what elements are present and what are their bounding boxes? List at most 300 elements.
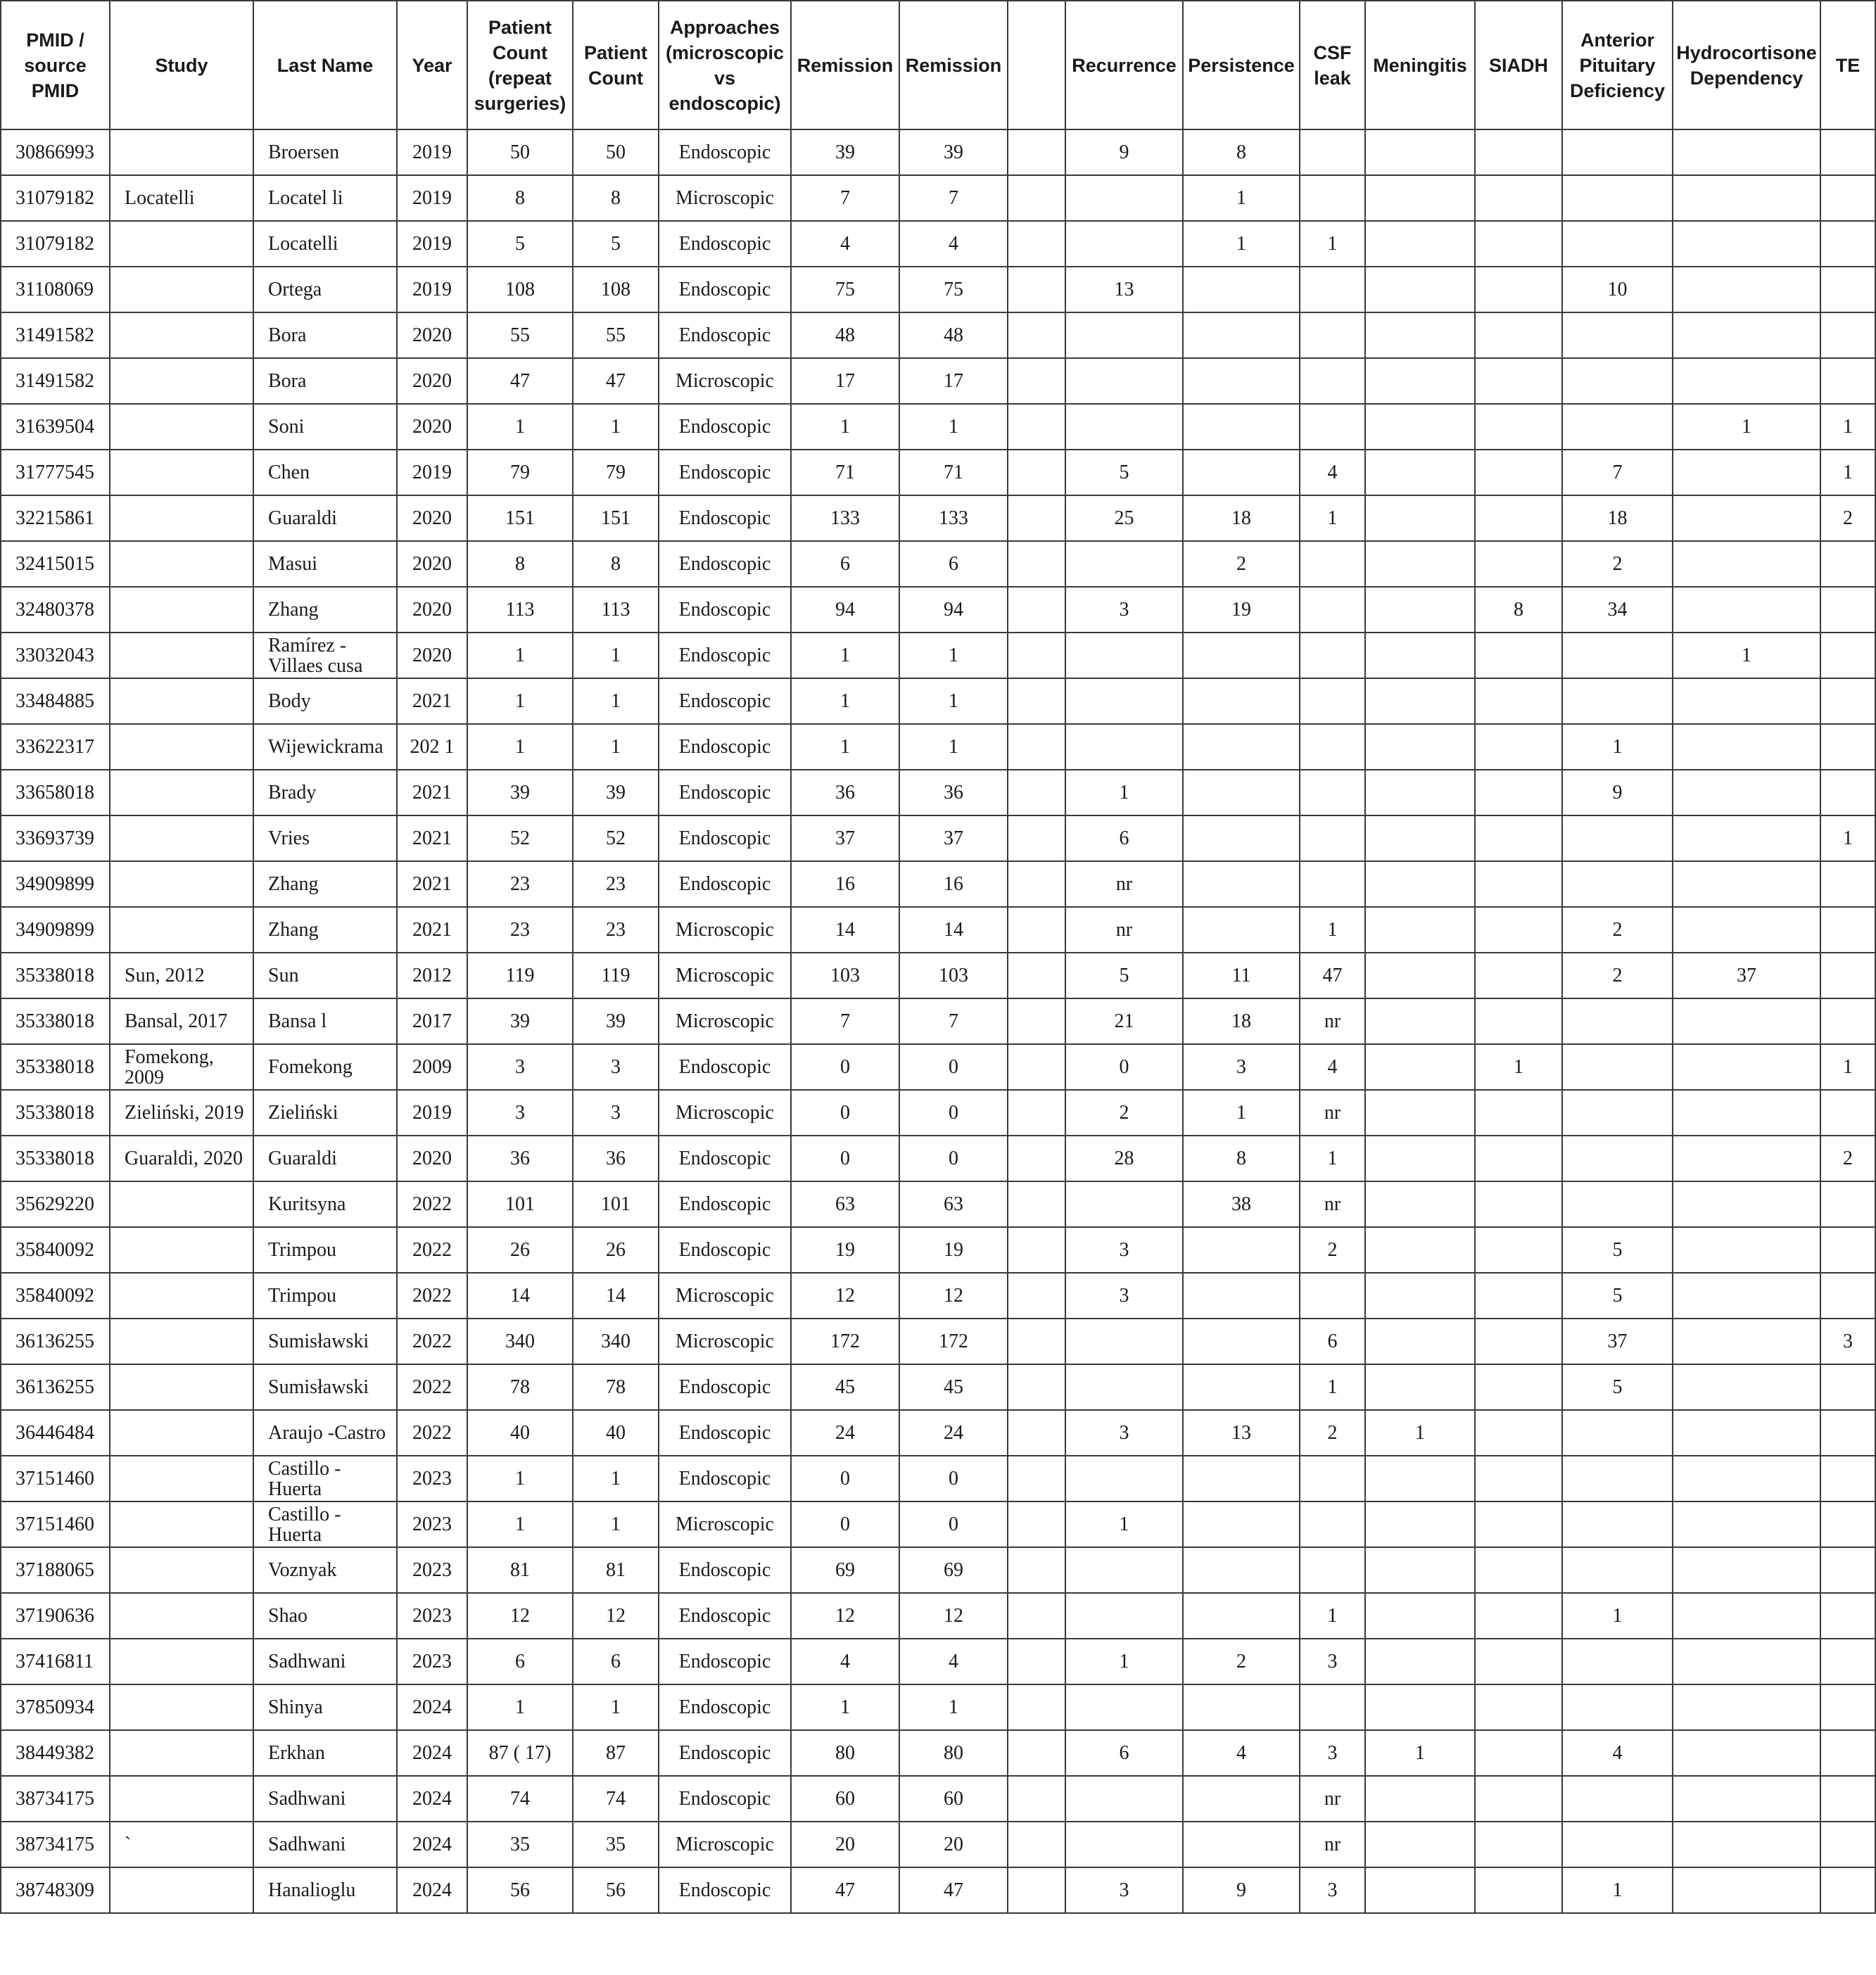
last-name-cell: Trimpou: [253, 1273, 397, 1319]
meningitis-cell: [1365, 1593, 1475, 1639]
hydrocortisone-dependency-cell: 1: [1673, 404, 1820, 450]
hydrocortisone-dependency-cell: [1673, 1227, 1820, 1273]
persistence-cell: [1183, 907, 1300, 953]
last-name-cell: Guaraldi: [253, 495, 397, 541]
last-name-cell: Ramírez - Villaes cusa: [253, 633, 397, 678]
recurrence-cell: 5: [1065, 450, 1183, 495]
csf-leak-cell: [1300, 770, 1365, 815]
approach-cell: Endoscopic: [659, 815, 791, 861]
study-cell: [110, 1273, 253, 1319]
te-cell: 1: [1820, 815, 1875, 861]
patient-count-repeat-cell: 12: [467, 1593, 573, 1639]
persistence-cell: [1183, 770, 1300, 815]
patient-count-repeat-cell: 74: [467, 1776, 573, 1822]
te-cell: 1: [1820, 1044, 1875, 1090]
te-cell: [1820, 587, 1875, 633]
hydrocortisone-dependency-cell: [1673, 1501, 1820, 1547]
patient-count-repeat-cell: 101: [467, 1181, 573, 1227]
table-row: [1, 1090, 1875, 1136]
study-cell: [110, 678, 253, 724]
recurrence-cell: [1065, 1364, 1183, 1410]
patient-count-cell: 23: [573, 907, 659, 953]
recurrence-cell: 9: [1065, 129, 1183, 175]
persistence-cell: [1183, 404, 1300, 450]
te-cell: [1820, 1730, 1875, 1776]
blank-cell: [1008, 1547, 1065, 1593]
csf-leak-cell: [1300, 129, 1365, 175]
table-body: [1, 129, 1875, 1913]
approach-cell: Microscopic: [659, 953, 791, 998]
csf-leak-cell: [1300, 815, 1365, 861]
last-name-cell: Sumisławski: [253, 1319, 397, 1364]
patient-count-cell: 39: [573, 998, 659, 1044]
remission-cell: 60: [791, 1776, 899, 1822]
persistence-cell: [1183, 1273, 1300, 1319]
anterior-pituitary-deficiency-cell: [1562, 312, 1673, 358]
persistence-cell: [1183, 815, 1300, 861]
persistence-cell: [1183, 1364, 1300, 1410]
approach-cell: Microscopic: [659, 1319, 791, 1364]
patient-count-cell: 3: [573, 1044, 659, 1090]
patient-count-repeat-cell: 8: [467, 541, 573, 587]
year-cell: 2024: [397, 1684, 467, 1730]
year-cell: 2020: [397, 312, 467, 358]
pmid-cell: 34909899: [1, 861, 110, 907]
meningitis-cell: [1365, 312, 1475, 358]
blank-cell: [1008, 1730, 1065, 1776]
hydrocortisone-dependency-cell: [1673, 1867, 1820, 1913]
anterior-pituitary-deficiency-cell: [1562, 404, 1673, 450]
meningitis-cell: [1365, 1867, 1475, 1913]
csf-leak-cell: [1300, 1684, 1365, 1730]
pmid-cell: 37151460: [1, 1456, 110, 1501]
header-patient-count-repeat: Patient Count (repeat surgeries): [467, 1, 573, 129]
blank-cell: [1008, 1684, 1065, 1730]
siadh-cell: [1475, 1227, 1562, 1273]
pmid-cell: 33658018: [1, 770, 110, 815]
persistence-cell: [1183, 1684, 1300, 1730]
persistence-cell: [1183, 633, 1300, 678]
remission-cell: 0: [899, 1501, 1008, 1547]
approach-cell: Endoscopic: [659, 450, 791, 495]
anterior-pituitary-deficiency-cell: [1562, 678, 1673, 724]
hydrocortisone-dependency-cell: [1673, 1136, 1820, 1181]
hydrocortisone-dependency-cell: [1673, 1364, 1820, 1410]
last-name-cell: Sumisławski: [253, 1364, 397, 1410]
approach-cell: Microscopic: [659, 1501, 791, 1547]
siadh-cell: [1475, 1364, 1562, 1410]
last-name-cell: Zhang: [253, 861, 397, 907]
recurrence-cell: [1065, 633, 1183, 678]
blank-cell: [1008, 1593, 1065, 1639]
last-name-cell: Wijewickrama: [253, 724, 397, 770]
anterior-pituitary-deficiency-cell: 5: [1562, 1364, 1673, 1410]
hydrocortisone-dependency-cell: [1673, 1181, 1820, 1227]
hydrocortisone-dependency-cell: [1673, 678, 1820, 724]
meningitis-cell: [1365, 129, 1475, 175]
te-cell: [1820, 1364, 1875, 1410]
recurrence-cell: [1065, 1319, 1183, 1364]
remission-cell: 103: [899, 953, 1008, 998]
te-cell: [1820, 312, 1875, 358]
header-blank: [1008, 1, 1065, 129]
hydrocortisone-dependency-cell: [1673, 1044, 1820, 1090]
patient-count-repeat-cell: 78: [467, 1364, 573, 1410]
csf-leak-cell: 3: [1300, 1730, 1365, 1776]
patient-count-cell: 26: [573, 1227, 659, 1273]
te-cell: [1820, 633, 1875, 678]
anterior-pituitary-deficiency-cell: [1562, 1639, 1673, 1684]
study-cell: [110, 724, 253, 770]
persistence-cell: [1183, 678, 1300, 724]
year-cell: 2019: [397, 221, 467, 267]
hydrocortisone-dependency-cell: [1673, 541, 1820, 587]
blank-cell: [1008, 1319, 1065, 1364]
meningitis-cell: [1365, 358, 1475, 404]
header-approaches: Approaches (microscopic vs endoscopic): [659, 1, 791, 129]
anterior-pituitary-deficiency-cell: 9: [1562, 770, 1673, 815]
patient-count-cell: 23: [573, 861, 659, 907]
anterior-pituitary-deficiency-cell: 18: [1562, 495, 1673, 541]
persistence-cell: [1183, 450, 1300, 495]
remission-cell: 6: [899, 541, 1008, 587]
remission-cell: 47: [899, 1867, 1008, 1913]
blank-cell: [1008, 358, 1065, 404]
hydrocortisone-dependency-cell: [1673, 1319, 1820, 1364]
remission-cell: 6: [791, 541, 899, 587]
persistence-cell: [1183, 724, 1300, 770]
patient-count-repeat-cell: 39: [467, 770, 573, 815]
year-cell: 2020: [397, 587, 467, 633]
year-cell: 2023: [397, 1547, 467, 1593]
blank-cell: [1008, 1822, 1065, 1867]
study-cell: Guaraldi, 2020: [110, 1136, 253, 1181]
siadh-cell: 8: [1475, 587, 1562, 633]
table-row: [1, 1227, 1875, 1273]
patient-count-cell: 8: [573, 541, 659, 587]
meningitis-cell: [1365, 1456, 1475, 1501]
patient-count-cell: 74: [573, 1776, 659, 1822]
patient-count-cell: 56: [573, 1867, 659, 1913]
meningitis-cell: [1365, 1822, 1475, 1867]
remission-cell: 0: [791, 1090, 899, 1136]
siadh-cell: [1475, 1273, 1562, 1319]
csf-leak-cell: [1300, 587, 1365, 633]
study-cell: Locatelli: [110, 175, 253, 221]
meningitis-cell: [1365, 587, 1475, 633]
hydrocortisone-dependency-cell: [1673, 450, 1820, 495]
patient-count-repeat-cell: 5: [467, 221, 573, 267]
recurrence-cell: [1065, 541, 1183, 587]
anterior-pituitary-deficiency-cell: [1562, 815, 1673, 861]
anterior-pituitary-deficiency-cell: [1562, 861, 1673, 907]
remission-cell: 12: [899, 1273, 1008, 1319]
pmid-cell: 35338018: [1, 953, 110, 998]
pmid-cell: 32415015: [1, 541, 110, 587]
anterior-pituitary-deficiency-cell: [1562, 633, 1673, 678]
patient-count-cell: 1: [573, 1501, 659, 1547]
remission-cell: 0: [791, 1044, 899, 1090]
remission-cell: 47: [791, 1867, 899, 1913]
siadh-cell: [1475, 1822, 1562, 1867]
te-cell: [1820, 1593, 1875, 1639]
anterior-pituitary-deficiency-cell: 5: [1562, 1273, 1673, 1319]
recurrence-cell: [1065, 404, 1183, 450]
table-row: [1, 404, 1875, 450]
meningitis-cell: [1365, 450, 1475, 495]
remission-cell: 24: [791, 1410, 899, 1456]
table-row: [1, 1273, 1875, 1319]
remission-cell: 71: [899, 450, 1008, 495]
table-row: [1, 770, 1875, 815]
csf-leak-cell: [1300, 1501, 1365, 1547]
table-row: [1, 541, 1875, 587]
year-cell: 2021: [397, 678, 467, 724]
remission-cell: 0: [791, 1456, 899, 1501]
table-row: [1, 1730, 1875, 1776]
remission-cell: 20: [791, 1822, 899, 1867]
remission-cell: 17: [791, 358, 899, 404]
remission-cell: 19: [791, 1227, 899, 1273]
remission-cell: 4: [791, 1639, 899, 1684]
hydrocortisone-dependency-cell: [1673, 1776, 1820, 1822]
study-cell: [110, 221, 253, 267]
approach-cell: Endoscopic: [659, 312, 791, 358]
approach-cell: Endoscopic: [659, 541, 791, 587]
hydrocortisone-dependency-cell: [1673, 770, 1820, 815]
study-cell: [110, 1227, 253, 1273]
hydrocortisone-dependency-cell: [1673, 1639, 1820, 1684]
meningitis-cell: [1365, 1181, 1475, 1227]
study-cell: [110, 450, 253, 495]
patient-count-cell: 35: [573, 1822, 659, 1867]
hydrocortisone-dependency-cell: [1673, 998, 1820, 1044]
te-cell: [1820, 1867, 1875, 1913]
remission-cell: 1: [791, 404, 899, 450]
siadh-cell: [1475, 1547, 1562, 1593]
patient-count-cell: 36: [573, 1136, 659, 1181]
year-cell: 2019: [397, 450, 467, 495]
anterior-pituitary-deficiency-cell: 2: [1562, 953, 1673, 998]
table-row: [1, 358, 1875, 404]
patient-count-cell: 78: [573, 1364, 659, 1410]
approach-cell: Endoscopic: [659, 724, 791, 770]
pmid-cell: 35338018: [1, 1136, 110, 1181]
patient-count-repeat-cell: 26: [467, 1227, 573, 1273]
patient-count-cell: 151: [573, 495, 659, 541]
approach-cell: Endoscopic: [659, 1364, 791, 1410]
csf-leak-cell: [1300, 724, 1365, 770]
recurrence-cell: [1065, 358, 1183, 404]
header-persistence: Persistence: [1183, 1, 1300, 129]
remission-cell: 7: [899, 175, 1008, 221]
blank-cell: [1008, 770, 1065, 815]
recurrence-cell: 21: [1065, 998, 1183, 1044]
remission-cell: 75: [899, 267, 1008, 312]
patient-count-repeat-cell: 3: [467, 1044, 573, 1090]
last-name-cell: Brady: [253, 770, 397, 815]
meningitis-cell: 1: [1365, 1410, 1475, 1456]
hydrocortisone-dependency-cell: [1673, 907, 1820, 953]
siadh-cell: [1475, 1867, 1562, 1913]
blank-cell: [1008, 1181, 1065, 1227]
patient-count-cell: 8: [573, 175, 659, 221]
anterior-pituitary-deficiency-cell: 34: [1562, 587, 1673, 633]
study-cell: [110, 861, 253, 907]
csf-leak-cell: [1300, 358, 1365, 404]
last-name-cell: Voznyak: [253, 1547, 397, 1593]
hydrocortisone-dependency-cell: [1673, 1730, 1820, 1776]
year-cell: 2022: [397, 1319, 467, 1364]
pmid-cell: 31108069: [1, 267, 110, 312]
year-cell: 2022: [397, 1227, 467, 1273]
remission-cell: 69: [791, 1547, 899, 1593]
pmid-cell: 38748309: [1, 1867, 110, 1913]
anterior-pituitary-deficiency-cell: [1562, 1181, 1673, 1227]
study-cell: [110, 1319, 253, 1364]
csf-leak-cell: [1300, 633, 1365, 678]
blank-cell: [1008, 1639, 1065, 1684]
te-cell: [1820, 267, 1875, 312]
table-row: [1, 724, 1875, 770]
table-row: [1, 998, 1875, 1044]
recurrence-cell: 13: [1065, 267, 1183, 312]
last-name-cell: Castillo - Huerta: [253, 1456, 397, 1501]
meningitis-cell: [1365, 1044, 1475, 1090]
remission-cell: 1: [899, 633, 1008, 678]
year-cell: 2024: [397, 1822, 467, 1867]
persistence-cell: [1183, 1456, 1300, 1501]
blank-cell: [1008, 587, 1065, 633]
hydrocortisone-dependency-cell: [1673, 587, 1820, 633]
meningitis-cell: [1365, 861, 1475, 907]
persistence-cell: [1183, 1319, 1300, 1364]
remission-cell: 16: [791, 861, 899, 907]
siadh-cell: [1475, 450, 1562, 495]
siadh-cell: [1475, 1136, 1562, 1181]
te-cell: [1820, 1639, 1875, 1684]
siadh-cell: [1475, 267, 1562, 312]
hydrocortisone-dependency-cell: [1673, 267, 1820, 312]
approach-cell: Endoscopic: [659, 267, 791, 312]
table-row: [1, 1136, 1875, 1181]
meningitis-cell: [1365, 815, 1475, 861]
pmid-cell: 37151460: [1, 1501, 110, 1547]
te-cell: [1820, 541, 1875, 587]
siadh-cell: [1475, 312, 1562, 358]
patient-count-repeat-cell: 23: [467, 907, 573, 953]
remission-cell: 1: [899, 724, 1008, 770]
table-row: [1, 450, 1875, 495]
remission-cell: 80: [899, 1730, 1008, 1776]
blank-cell: [1008, 312, 1065, 358]
year-cell: 2022: [397, 1364, 467, 1410]
pmid-cell: 33622317: [1, 724, 110, 770]
last-name-cell: Sadhwani: [253, 1822, 397, 1867]
csf-leak-cell: [1300, 541, 1365, 587]
meningitis-cell: 1: [1365, 1730, 1475, 1776]
table-row: [1, 1867, 1875, 1913]
table-row: [1, 1364, 1875, 1410]
year-cell: 202 1: [397, 724, 467, 770]
last-name-cell: Zhang: [253, 907, 397, 953]
pmid-cell: 31079182: [1, 175, 110, 221]
patient-count-cell: 1: [573, 404, 659, 450]
persistence-cell: [1183, 1547, 1300, 1593]
siadh-cell: [1475, 770, 1562, 815]
meningitis-cell: [1365, 1639, 1475, 1684]
remission-cell: 14: [899, 907, 1008, 953]
csf-leak-cell: 6: [1300, 1319, 1365, 1364]
study-cell: Zieliński, 2019: [110, 1090, 253, 1136]
last-name-cell: Locatelli: [253, 221, 397, 267]
persistence-cell: 1: [1183, 221, 1300, 267]
te-cell: 2: [1820, 1136, 1875, 1181]
meningitis-cell: [1365, 907, 1475, 953]
csf-leak-cell: 3: [1300, 1867, 1365, 1913]
patient-count-repeat-cell: 81: [467, 1547, 573, 1593]
siadh-cell: [1475, 633, 1562, 678]
persistence-cell: [1183, 1776, 1300, 1822]
siadh-cell: [1475, 1456, 1562, 1501]
remission-cell: 37: [899, 815, 1008, 861]
table-row: [1, 587, 1875, 633]
recurrence-cell: 6: [1065, 1730, 1183, 1776]
year-cell: 2022: [397, 1181, 467, 1227]
te-cell: 1: [1820, 404, 1875, 450]
table-row: [1, 1501, 1875, 1547]
approach-cell: Endoscopic: [659, 404, 791, 450]
te-cell: [1820, 724, 1875, 770]
study-cell: [110, 1364, 253, 1410]
csf-leak-cell: 1: [1300, 1364, 1365, 1410]
patient-count-repeat-cell: 14: [467, 1273, 573, 1319]
siadh-cell: [1475, 1730, 1562, 1776]
hydrocortisone-dependency-cell: [1673, 1593, 1820, 1639]
patient-count-repeat-cell: 108: [467, 267, 573, 312]
persistence-cell: 4: [1183, 1730, 1300, 1776]
header-anterior-pituitary-deficiency: Anterior Pituitary Deficiency: [1562, 1, 1673, 129]
study-cell: [110, 541, 253, 587]
persistence-cell: [1183, 267, 1300, 312]
te-cell: [1820, 861, 1875, 907]
blank-cell: [1008, 1136, 1065, 1181]
recurrence-cell: [1065, 221, 1183, 267]
recurrence-cell: 3: [1065, 1273, 1183, 1319]
recurrence-cell: [1065, 1822, 1183, 1867]
remission-cell: 0: [791, 1136, 899, 1181]
remission-cell: 1: [791, 678, 899, 724]
pmid-cell: 35840092: [1, 1227, 110, 1273]
persistence-cell: 8: [1183, 1136, 1300, 1181]
study-cell: `: [110, 1822, 253, 1867]
remission-cell: 36: [791, 770, 899, 815]
approach-cell: Microscopic: [659, 175, 791, 221]
header-study: Study: [110, 1, 253, 129]
remission-cell: 94: [791, 587, 899, 633]
header-pmid: PMID / source PMID: [1, 1, 110, 129]
te-cell: [1820, 1181, 1875, 1227]
blank-cell: [1008, 998, 1065, 1044]
meningitis-cell: [1365, 541, 1475, 587]
siadh-cell: [1475, 129, 1562, 175]
approach-cell: Endoscopic: [659, 1684, 791, 1730]
recurrence-cell: 25: [1065, 495, 1183, 541]
recurrence-cell: [1065, 1593, 1183, 1639]
patient-count-repeat-cell: 1: [467, 404, 573, 450]
patient-count-cell: 81: [573, 1547, 659, 1593]
meningitis-cell: [1365, 998, 1475, 1044]
